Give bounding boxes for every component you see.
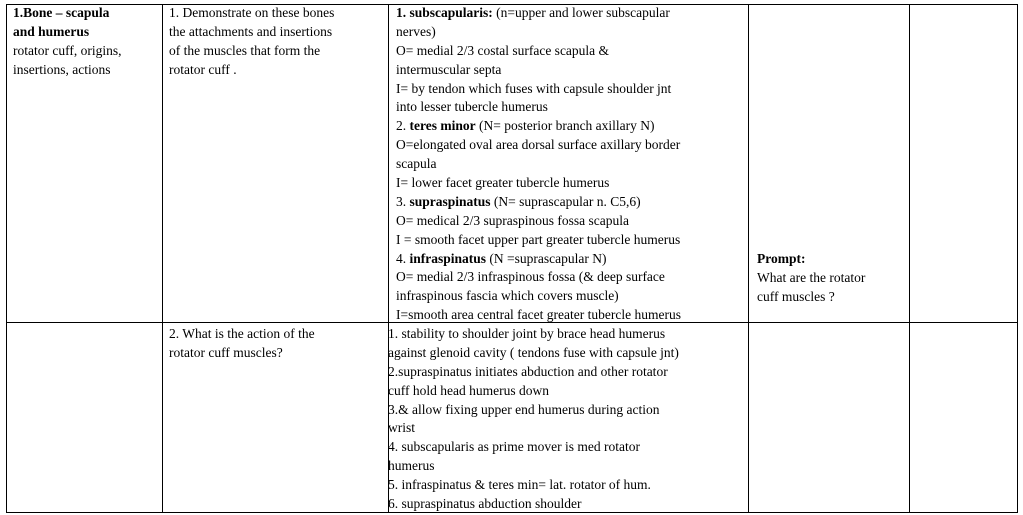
objective-line: of the muscles that form the bbox=[169, 42, 321, 58]
teres-minor-heading-line: 2. teres minor (N= posterior branch axillary N) bbox=[396, 118, 655, 134]
column-divider bbox=[909, 4, 910, 513]
action-line: against glenoid cavity ( tendons fuse with capsule jnt) bbox=[388, 344, 679, 360]
objective-cell bbox=[169, 4, 334, 80]
objective-line: 1. Demonstrate on these bones bbox=[169, 5, 335, 20]
action-line: cuff hold head humerus down bbox=[388, 382, 549, 398]
muscle-name: teres minor bbox=[409, 118, 476, 134]
muscle-name: supraspinatus bbox=[409, 193, 491, 209]
action-line: wrist bbox=[388, 420, 415, 436]
action-line: 2.supraspinatus initiates abduction and other rotator bbox=[388, 363, 668, 379]
action-line: 5. infraspinatus & teres min= lat. rotator of hum. bbox=[388, 477, 651, 493]
content-line: O=elongated oval area dorsal surface axillary border bbox=[396, 137, 681, 153]
muscle-name: 1. subscapularis: bbox=[396, 5, 493, 20]
topic-line: rotator cuff, origins, bbox=[13, 42, 122, 58]
content-line: I= by tendon which fuses with capsule shoulder jnt bbox=[396, 80, 672, 96]
content-line: O= medial 2/3 infraspinous fossa (& deep surface bbox=[396, 269, 665, 285]
content-line: O= medical 2/3 supraspinous fossa scapula bbox=[396, 212, 629, 228]
prompt-line: cuff muscles ? bbox=[757, 288, 835, 304]
action-line: humerus bbox=[388, 458, 435, 474]
content-line: I = smooth facet upper part greater tubercle humerus bbox=[396, 231, 681, 247]
content-cell bbox=[396, 4, 681, 325]
topic-line: insertions, actions bbox=[13, 61, 111, 77]
content-line: nerves) bbox=[396, 23, 436, 39]
objective-line: the attachments and insertions bbox=[169, 23, 333, 39]
action-line: 3.& allow fixing upper end humerus during action bbox=[388, 401, 660, 417]
subscapularis-heading-line: 1. subscapularis: (n=upper and lower subscapular bbox=[396, 5, 670, 20]
objective-line: rotator cuff . bbox=[169, 61, 237, 77]
content-line: O= medial 2/3 costal surface scapula & bbox=[396, 42, 610, 58]
infraspinatus-heading-line: 4. infraspinatus (N =suprascapular N) bbox=[396, 250, 607, 266]
prompt-heading: Prompt: bbox=[757, 251, 806, 266]
content-line: I= lower facet greater tubercle humerus bbox=[396, 175, 610, 191]
content-line: into lesser tubercle humerus bbox=[396, 99, 548, 115]
content-line: infraspinous fascia which covers muscle) bbox=[396, 288, 619, 304]
objective-line: rotator cuff muscles? bbox=[169, 344, 283, 360]
topic-title-line2: and humerus bbox=[13, 23, 90, 39]
muscle-name: infraspinatus bbox=[409, 250, 487, 266]
table-left-border bbox=[6, 4, 7, 513]
supraspinatus-heading-line: 3. supraspinatus (N= suprascapular n. C5,6) bbox=[396, 193, 641, 209]
prompt-line: What are the rotator bbox=[757, 269, 866, 285]
actions-cell bbox=[388, 325, 679, 514]
action-line: 1. stability to shoulder joint by brace head humerus bbox=[388, 326, 666, 341]
column-divider bbox=[748, 4, 749, 513]
action-line: 4. subscapularis as prime mover is med rotator bbox=[388, 439, 640, 455]
column-divider bbox=[162, 4, 163, 513]
topic-title-line1: 1.Bone – scapula bbox=[13, 5, 110, 20]
content-line: scapula bbox=[396, 156, 437, 172]
content-line: I=smooth area central facet greater tubercle humerus bbox=[396, 307, 681, 323]
objective-cell-2 bbox=[169, 325, 315, 363]
objective-line: 2. What is the action of the bbox=[169, 326, 315, 341]
prompt-cell bbox=[757, 250, 865, 307]
topic-cell bbox=[13, 4, 121, 80]
action-line: 6. supraspinatus abduction shoulder bbox=[388, 496, 582, 512]
table-right-border bbox=[1017, 4, 1018, 513]
content-line: intermuscular septa bbox=[396, 61, 502, 77]
